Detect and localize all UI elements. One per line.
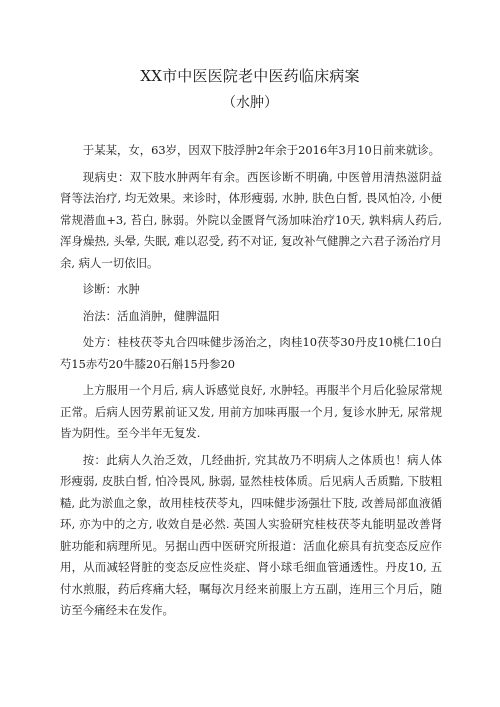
page-title: XX市中医医院老中医药临床病案 (140, 67, 360, 85)
medical-history-paragraph: 现病史：双下肢水肿两年有余。西医诊断不明确, 中医曾用清热滋阴益肾等法治疗, 均无效果。来诊时，体形瘦弱, 水肿, 肤色白皙, 畏风怕冷, 小便常规潜血+3, 苔白, 脉弱。外院以金匮肾气汤加味治疗10天, 孰料病人药后, 浑身燥热, 头晕, 失眠, 难以忍受, 药不对证, 复改补气健脾之六君子汤治疗月余, 病人一切依旧。 (60, 169, 442, 270)
patient-intro-paragraph: 于某某，女，63岁，因双下肢浮肿2年余于2016年3月10日前来就诊。 (82, 143, 441, 157)
diagnosis-paragraph: 诊断：水肿 (82, 282, 140, 296)
page-subtitle: （水肿） (222, 95, 278, 111)
outcome-paragraph: 上方服用一个月后, 病人诉感觉良好, 水肿轻。再服半个月后化验尿常规正常。后病人因劳累前证又发, 用前方加味再服一个月, 复诊水肿无, 尿常规皆为阴性。至今半年无复发. (60, 383, 442, 440)
case-body (60, 140, 442, 627)
prescription-paragraph: 处方：桂枝茯苓丸合四味健步汤治之，肉桂10茯苓30丹皮10桃仁10白芍15赤芍20牛膝20石斛15丹参20 (60, 335, 442, 371)
commentary-paragraph: 按：此病人久治乏效，几经曲折, 究其故乃不明病人之体质也！病人体形瘦弱, 皮肤白皙, 怕冷畏风, 脉弱, 显然桂枝体质。后见病人舌质黯, 下肢粗糙, 此为淤血之象，故用桂枝茯苓丸，四味健步汤强壮下肢, 改善局部血液循环, 亦为中的之方, 收效自是必然. 英国人实验研究桂枝茯苓丸能明显改善肾脏功能和病理所见。另据山西中医研究所报道：活血化瘀具有抗变态反应作用，从而减轻肾脏的变态反应性炎症、肾小球毛细血管通透性。丹皮10, 五付水煎服，药后疼痛大轻，嘱每次月经来前服上方五副，连用三个月后，随访至今痛经未在发作。 (60, 452, 442, 617)
treatment-method-paragraph: 治法：活血消肿，健脾温阳 (82, 308, 220, 323)
